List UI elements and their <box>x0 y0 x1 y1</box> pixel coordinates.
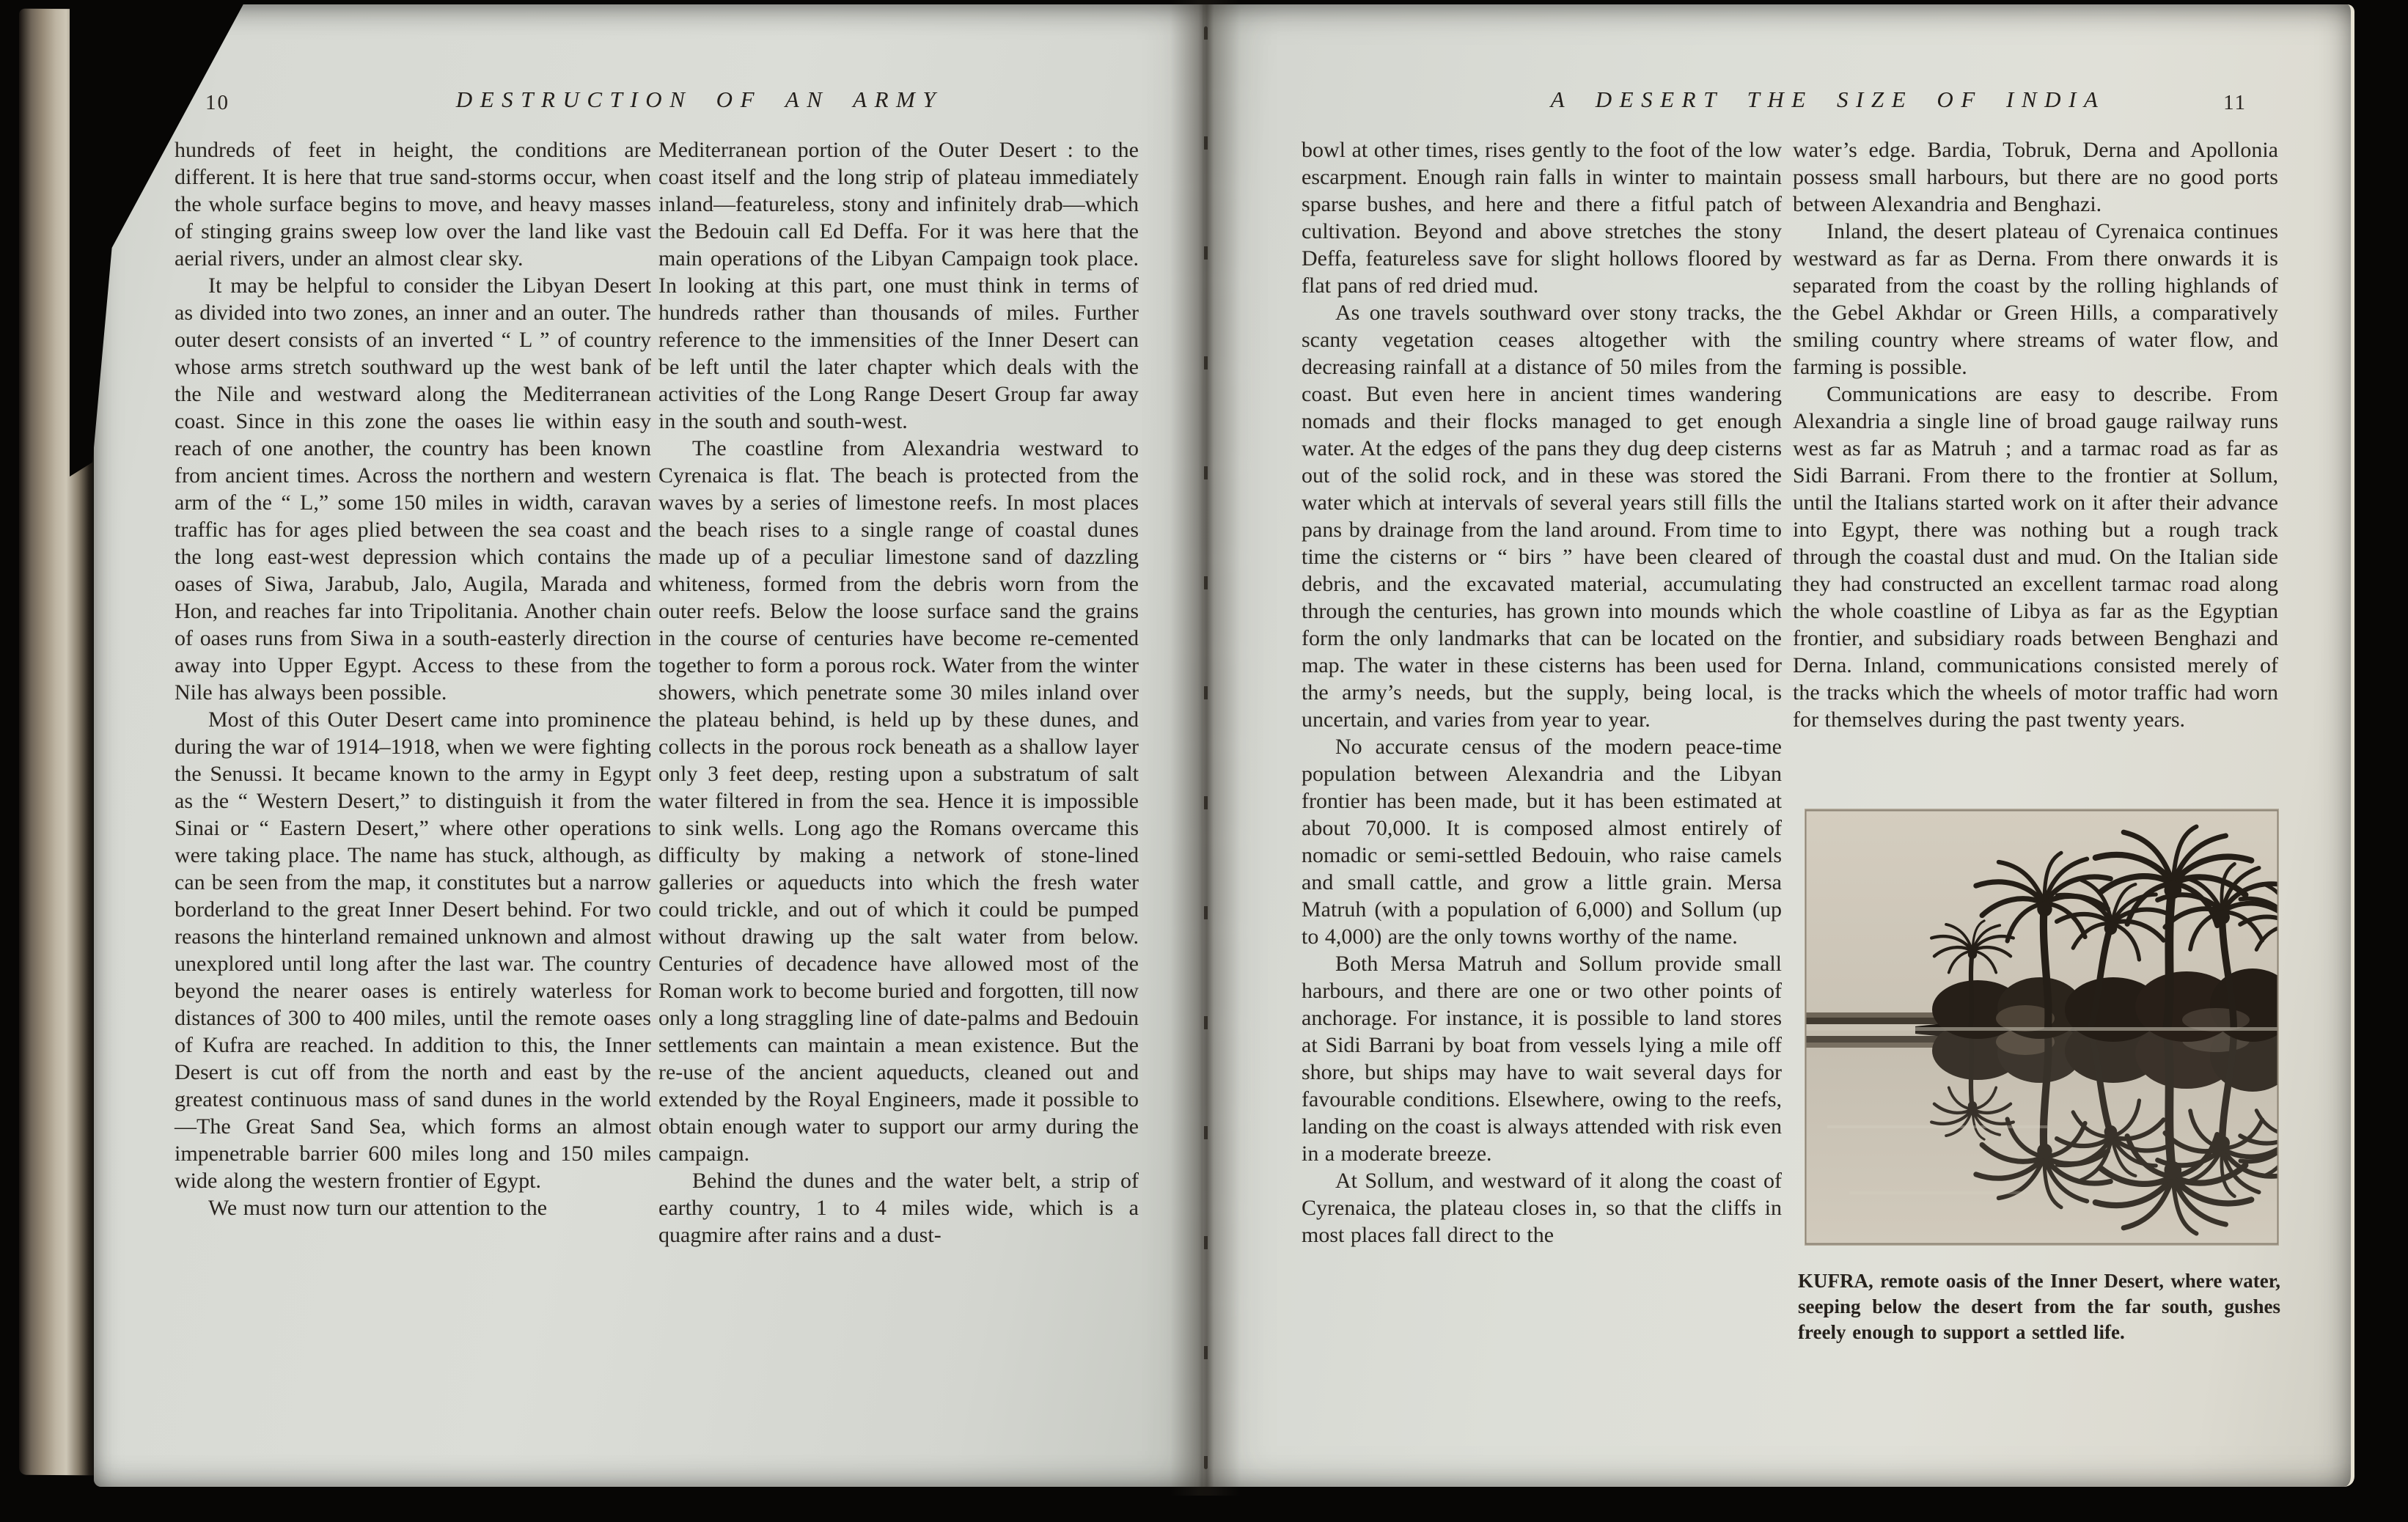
kufra-oasis-photo <box>1805 809 2278 1245</box>
paragraph: At Sollum, and westward of it along the coast of Cyrenaica, the plateau closes in, so that the cliffs in most places fall direct to the <box>1302 1169 1782 1247</box>
palm-oasis-illustration <box>1805 809 2278 1245</box>
right-running-title: A DESERT THE SIZE OF INDIA <box>1550 87 2106 112</box>
paragraph: Inland, the desert plateau of Cyrenaica continues westward as far as Derna. From there onwards it is separated from the coast by the rolling highlands of the Gebel Akhdar or Green Hills, a comparatively smiling country where streams of water flow, and farming is possible. <box>1793 219 2278 379</box>
left-page-column-1 <box>175 136 651 1221</box>
photo-caption: KUFRA, remote oasis of the Inner Desert, where water, seeping below the desert from the far south, gushes freely enough to support a settled life. <box>1798 1270 2280 1343</box>
right-page-column-1 <box>1302 136 1782 1249</box>
right-page <box>1203 4 2354 1487</box>
paragraph: bowl at other times, rises gently to the foot of the low escarpment. Enough rain falls in winter to maintain sparse bushes, and here and there a fitful patch of cultivation. Beyond and above stretches the stony Deffa, featureless save for slight hollows floored by flat pans of red dried mud. <box>1302 138 1782 298</box>
paragraph: The coastline from Alexandria westward to Cyrenaica is flat. The beach is protected from the waves by a series of limestone reefs. In most places the beach rises to a single range of coastal dunes made up of a peculiar limestone sand of dazzling whiteness, formed from the debris worn from the outer reefs. Below the loose surface sand the grains in the course of centuries have become re-cemented together to form a porous rock. Water from the winter showers, which penetrate some 30 miles inland over the plateau behind, is held up by these dunes, and collects in the porous rock beneath as a shallow layer only 3 feet deep, resting upon a substratum of salt water filtered in from the sea. Hence it is impossible to sink wells. Long ago the Romans overcame this difficulty by making a network of stone-lined galleries or aqueducts into which the fresh water could trickle, and out of which it could be pumped without drawing up the salt water from below. Centuries of decadence have allowed most of the Roman work to become buried and forgotten, till now only a long straggling line of date-palms and Bedouin settlements can maintain a mean existence. But the re-use of the ancient aqueducts, cleaned out and extended by the Royal Engineers, made it possible to obtain enough water to support our army during the campaign. <box>658 436 1139 1166</box>
paragraph: Most of this Outer Desert came into prominence during the war of 1914–1918, when we were fighting the Senussi. It became known to the army in Egypt as the “ Western Desert,” to distinguish it from the Sinai or “ Eastern Desert,” where other operations were taking place. The name has stuck, although, as can be seen from the map, it constitutes but a narrow borderland to the great Inner Desert behind. For two reasons the hinterland remained unknown and almost unexplored until long after the last war. The country beyond the nearer oases is entirely waterless for distances of 300 to 400 miles, until the remote oases of Kufra are reached. In addition to this, the Inner Desert is cut off from the north and east by the greatest continuous mass of sand dunes in the world—The Great Sand Sea, which forms an almost impenetrable barrier 600 miles long and 150 miles wide along the western frontier of Egypt. <box>175 707 651 1193</box>
paragraph: We must now turn our attention to the <box>208 1196 548 1220</box>
paragraph: hundreds of feet in height, the conditions are different. It is here that true sand-storms occur, when the whole surface begins to move, and heavy masses of stinging grains sweep low over the land like vast aerial rivers, under an almost clear sky. <box>175 138 651 271</box>
gutter-stitch-line <box>1204 26 1208 1469</box>
left-running-title: DESTRUCTION OF AN ARMY <box>455 87 944 112</box>
paragraph: Both Mersa Matruh and Sollum provide small harbours, and there are one or two other points of anchorage. For instance, it is possible to land stores at Sidi Barrani by boat from vessels lying a mile off shore, but ships may have to wait several days for favourable conditions. Elsewhere, owing to the reefs, landing on the coast is always attended with risk even in a moderate breeze. <box>1302 952 1782 1166</box>
left-page-number: 10 <box>205 91 230 114</box>
paragraph: As one travels southward over stony tracks, the scanty vegetation ceases altogether with the decreasing rainfall at a distance of 50 miles from the coast. But even here in ancient times wandering nomads and their flocks managed to get enough water. At the edges of the pans they dug deep cisterns out of the solid rock, and in these was stored the water which at intervals of several years still fills the pans by drainage from the land around. From time to time the cisterns or “ birs ” have been cleared of debris, and the excavated material, accumulating through the centuries, has grown into mounds which form the only landmarks that can be located on the map. The water in these cisterns has been used for the army’s needs, but the supply, being local, is uncertain, and varies from year to year. <box>1302 301 1782 732</box>
paragraph: Behind the dunes and the water belt, a strip of earthy country, 1 to 4 miles wide, which is a quagmire after rains and a dust- <box>658 1169 1139 1247</box>
paragraph: Mediterranean portion of the Outer Desert : to the coast itself and the long strip of plateau immediately inland—featureless, stony and infinitely drab—which the Bedouin call Ed Deffa. For it was here that the main operations of the Libyan Campaign took place. In looking at this part, one must think in terms of hundreds rather than thousands of miles. Further reference to the immensities of the Inner Desert can be left until the later chapter which deals with the activities of the Long Range Desert Group far away in the south and south-west. <box>658 138 1139 433</box>
paragraph: No accurate census of the modern peace-time population between Alexandria and the Libyan frontier has been made, but it has been estimated at about 70,000. It is composed almost entirely of nomadic or semi-settled Bedouin, who raise camels and small cattle, and grow a little grain. Mersa Matruh (with a population of 6,000) and Sollum (up to 4,000) are the only towns worthy of the name. <box>1302 735 1782 949</box>
right-page-number: 11 <box>2223 91 2247 114</box>
paragraph: water’s edge. Bardia, Tobruk, Derna and Apollonia possess small harbours, but there are no good ports between Alexandria and Benghazi. <box>1793 138 2278 216</box>
left-page-column-2 <box>658 136 1139 1249</box>
left-page <box>94 4 1203 1487</box>
paragraph: It may be helpful to consider the Libyan Desert as divided into two zones, an inner and an outer. The outer desert consists of an inverted “ L ” of country whose arms stretch southward up the west bank of the Nile and westward along the Mediterranean coast. Since in this zone the oases lie within easy reach of one another, the country has been known from ancient times. Across the northern and western arm of the “ L,” some 150 miles in width, caravan traffic has for ages plied between the sea coast and the long east-west depression which contains the oases of Siwa, Jarabub, Jalo, Augila, Marada and Hon, and reaches far into Tripolitania. Another chain of oases runs from Siwa in a south-easterly direction away into Upper Egypt. Access to these from the Nile has always been possible. <box>175 273 651 705</box>
paragraph: Communications are easy to describe. From Alexandria a single line of broad gauge railway runs west as far as Matruh ; and a tarmac road as far as Sidi Barrani. From there to the frontier at Sollum, until the Italians started work on it after their advance into Egypt, there was nothing but a rough track through the coastal dust and mud. On the Italian side they had constructed an excellent tarmac road along the whole coastline of Libya as far as the Egyptian frontier, and subsidiary roads between Benghazi and Derna. Inland, communications consisted merely of the tracks which the wheels of motor traffic had worn for themselves during the past twenty years. <box>1793 382 2278 732</box>
right-page-column-2 <box>1793 136 2278 733</box>
